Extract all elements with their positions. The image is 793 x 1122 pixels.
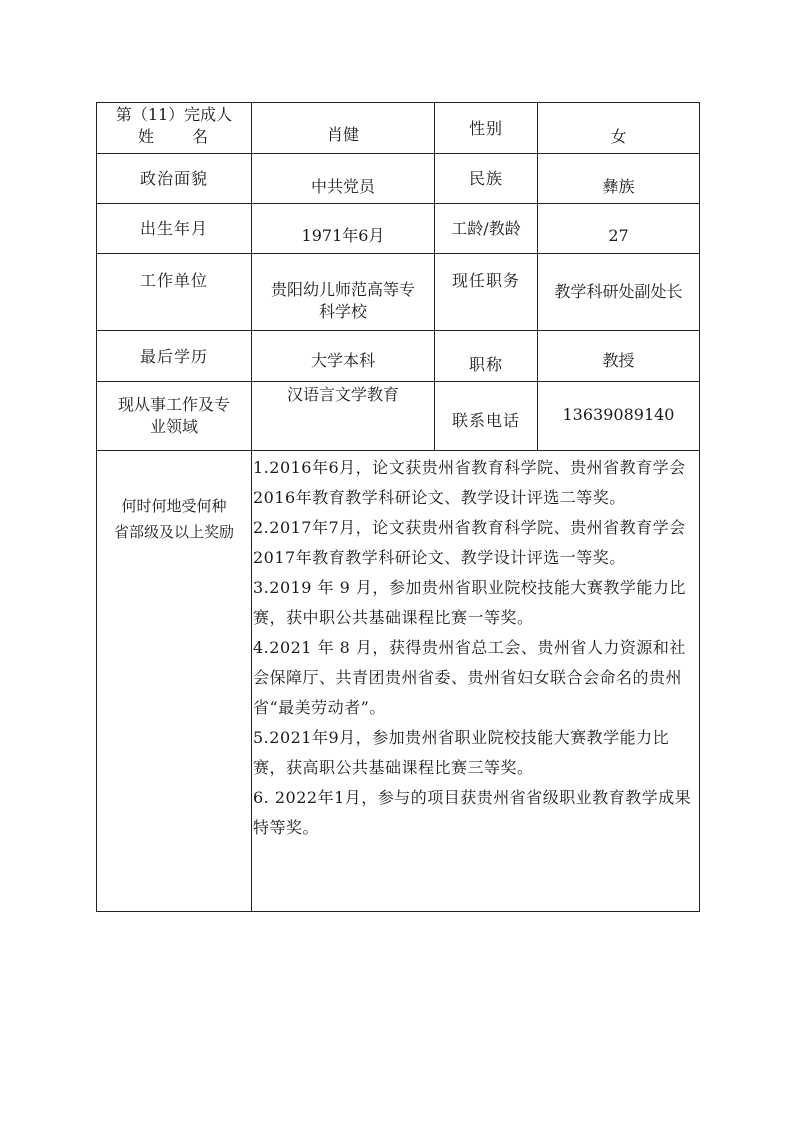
birth-date-value: 1971年6月 [301,226,385,245]
awards-label-line2: 省部级及以上奖励 [113,523,234,541]
gender-label: 性别 [468,119,503,138]
service-years-value: 27 [608,226,629,245]
birth-date-label: 出生年月 [139,219,208,238]
name-label [97,104,251,148]
name-value: 肖健 [326,125,359,144]
workplace-value-line2: 科学校 [318,302,367,321]
phone-value: 13639089140 [562,405,675,424]
awards-label [97,493,251,545]
professional-title-value: 教授 [602,351,635,370]
ethnicity-value: 彝族 [602,177,635,196]
award-item: 3.2019 年 9 月，参加贵州省职业院校技能大赛教学能力比赛，获中职公共基础课程比赛一等奖。 [253,578,686,627]
field-label-line1: 现从事工作及专 [117,395,230,414]
phone-label: 联系电话 [451,411,520,430]
field-label-line2: 业领域 [149,417,198,436]
education-value: 大学本科 [310,351,375,370]
award-item: 2.2017年7月，论文获贵州省教育科学院、贵州省教育学会2017年教育教学科研论文、教学设计评选一等奖。 [253,518,686,567]
award-item: 4.2021 年 8 月，获得贵州省总工会、贵州省人力资源和社会保障厅、共青团贵州省委、贵州省妇女联合会命名的贵州省“最美劳动者”。 [253,638,686,717]
field-label [97,394,251,438]
field-value: 汉语言文学教育 [286,385,399,404]
gender-value: 女 [610,127,627,146]
education-label: 最后学历 [139,347,208,366]
professional-title-label: 职称 [468,355,503,374]
service-years-label: 工龄/教龄 [451,219,521,238]
award-item: 6. 2022年1月，参与的项目获贵州省省级职业教育教学成果特等奖。 [253,788,692,837]
name-label-line2: 姓 名 [137,127,210,146]
political-status-label: 政治面貌 [139,169,208,188]
award-item: 1.2016年6月，论文获贵州省教育科学院、贵州省教育学会2016年教育教学科研论文、教学设计评选二等奖。 [253,458,686,507]
workplace-value [252,279,434,323]
position-value: 教学科研处副处长 [554,282,683,301]
ethnicity-label: 民族 [468,169,503,188]
name-label-line1: 第（11）完成人 [115,105,233,124]
award-item: 5.2021年9月，参加贵州省职业院校技能大赛教学能力比赛，获高职公共基础课程比赛三等奖。 [253,728,670,777]
workplace-value-line1: 贵阳幼儿师范高等专 [270,280,415,299]
position-label: 现任职务 [451,271,520,290]
political-status-value: 中共党员 [310,177,375,196]
awards-label-line1: 何时何地受何种 [121,497,227,515]
awards-list [253,453,699,843]
workplace-label: 工作单位 [139,271,208,290]
